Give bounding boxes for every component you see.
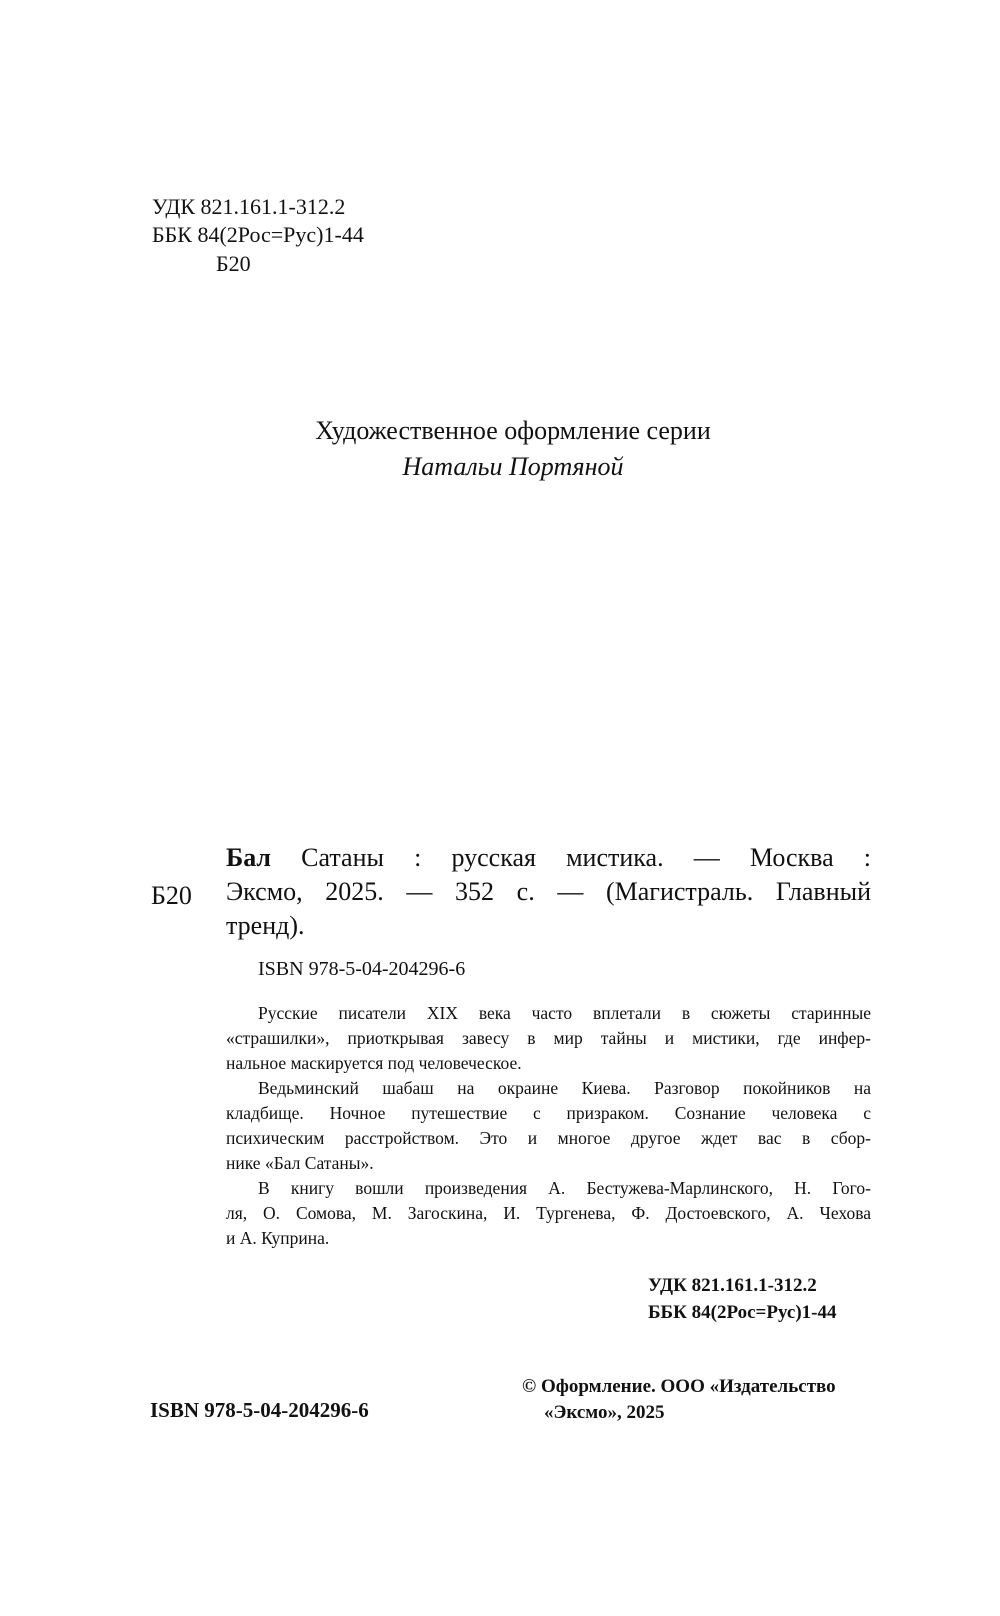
bib-record-line-2: Эксмо, 2025. — 352 с. — (Магистраль. Главный xyxy=(226,877,871,906)
design-credit-label: Художественное оформление серии xyxy=(315,416,711,445)
annotation-line: нике «Бал Сатаны». xyxy=(226,1153,374,1173)
isbn-record: ISBN 978-5-04-204296-6 xyxy=(258,958,466,980)
bib-record-line-1-rest: Сатаны : русская мистика. — Москва : xyxy=(271,843,871,872)
udk-code-top: УДК 821.161.1-312.2 xyxy=(152,194,346,219)
annotation-line: психическим расстройством. Это и многое другое ждет вас в сбор- xyxy=(226,1128,871,1148)
annotation-line: Ведьминский шабаш на окраине Киева. Разговор покойников на xyxy=(258,1078,871,1098)
annotation-line: нальное маскируется под человеческое. xyxy=(226,1053,522,1073)
isbn-bottom: ISBN 978-5-04-204296-6 xyxy=(150,1398,369,1422)
annotation-line: и А. Куприна. xyxy=(226,1228,330,1248)
copyright-line-1: © Оформление. ООО «Издательство xyxy=(522,1376,836,1397)
author-mark: Б20 xyxy=(151,881,192,910)
bibliographic-record xyxy=(226,841,871,943)
bib-record-line-3: тренд). xyxy=(226,911,305,940)
copyright-line-2: «Эксмо», 2025 xyxy=(544,1402,665,1423)
design-credit-artist: Натальи Портяной xyxy=(402,452,624,481)
book-title-lead: Бал xyxy=(226,843,272,872)
annotation-line: В книгу вошли произведения А. Бестужева-Марлинского, Н. Гого- xyxy=(258,1178,871,1198)
annotation-line: Русские писатели XIX века часто вплетали в сюжеты старинные xyxy=(258,1003,871,1023)
annotation xyxy=(226,1001,871,1251)
annotation-line: кладбище. Ночное путешествие с призраком. Сознание человека с xyxy=(226,1103,871,1123)
copyright-notice xyxy=(522,1374,836,1426)
series-design-credit xyxy=(0,413,1000,485)
udk-code-bottom: УДК 821.161.1-312.2 xyxy=(648,1275,817,1296)
annotation-line: «страшилки», приоткрывая завесу в мир тайны и мистики, где инфер- xyxy=(226,1028,871,1048)
annotation-line: ля, О. Сомова, М. Загоскина, И. Тургенева, Ф. Достоевского, А. Чехова xyxy=(226,1203,871,1223)
bbk-code-top: ББК 84(2Рос=Рус)1-44 xyxy=(152,222,364,247)
author-mark-top: Б20 xyxy=(216,251,251,276)
bbk-code-bottom: ББК 84(2Рос=Рус)1-44 xyxy=(648,1302,837,1323)
bib-record-line-1 xyxy=(226,841,871,875)
